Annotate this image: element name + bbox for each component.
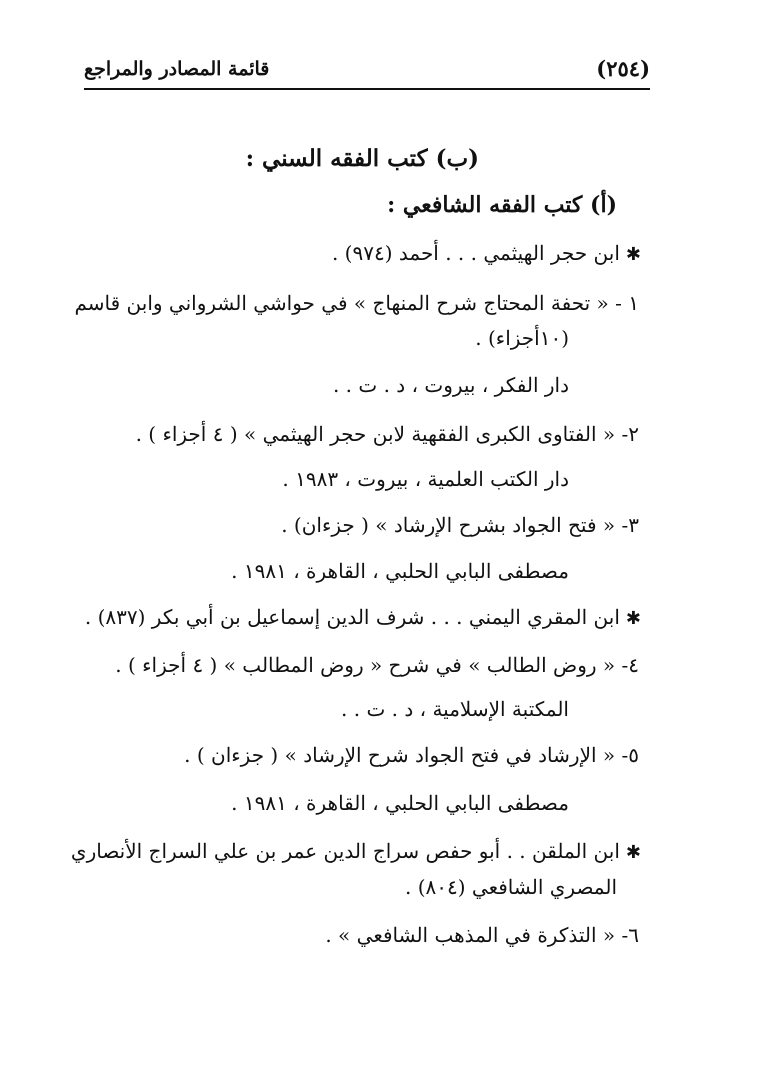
running-title: قائمة المصادر والمراجع — [84, 58, 270, 80]
book-entry-6: ٦- « التذكرة في المذهب الشافعي » . — [325, 923, 639, 947]
book-entry-5: ٥- « الإرشاد في فتح الجواد شرح الإرشاد » ( جزءان ) . — [184, 743, 639, 767]
sub-heading: (أ) كتب الفقه الشافعي : — [387, 192, 617, 218]
author-entry-2 — [85, 602, 641, 634]
bullet-icon: ✱ — [625, 842, 641, 863]
author-text: ابن الملقن . . أبو حفص سراج الدين عمر بن علي السراج الأنصاري — [70, 839, 620, 863]
bullet-icon: ✱ — [625, 608, 641, 629]
publisher-4: المكتبة الإسلامية ، د . ت . . — [341, 697, 569, 721]
bullet-icon: ✱ — [625, 244, 641, 265]
book-entry-3: ٣- « فتح الجواد بشرح الإرشاد » ( جزءان) . — [281, 513, 639, 537]
publisher-3: مصطفى البابي الحلبي ، القاهرة ، ١٩٨١ . — [231, 559, 569, 583]
author-entry-3-line-2: المصري الشافعي (٨٠٤) . — [405, 875, 617, 899]
page-number: (٢٥٤) — [596, 56, 650, 81]
page-header — [84, 52, 650, 90]
section-heading: (ب) كتب الفقه السني : — [245, 145, 479, 172]
book-entry-4: ٤- « روض الطالب » في شرح « روض المطالب » ( ٤ أجزاء ) . — [115, 653, 639, 677]
publisher-5: مصطفى البابي الحلبي ، القاهرة ، ١٩٨١ . — [231, 791, 569, 815]
author-text: ابن المقري اليمني . . . شرف الدين إسماعيل بن أبي بكر (٨٣٧) . — [84, 605, 620, 629]
book-entry-1-line-2: (١٠أجزاء) . — [475, 326, 569, 350]
book-entry-2: ٢- « الفتاوى الكبرى الفقهية لابن حجر الهيثمي » ( ٤ أجزاء ) . — [135, 422, 639, 446]
publisher-1: دار الفكر ، بيروت ، د . ت . . — [332, 373, 569, 397]
author-entry-3-line-1 — [70, 836, 641, 868]
publisher-2: دار الكتب العلمية ، بيروت ، ١٩٨٣ . — [282, 467, 569, 491]
author-entry-1 — [332, 238, 641, 270]
author-text: ابن حجر الهيثمي . . . أحمد (٩٧٤) . — [331, 241, 620, 265]
book-entry-1-line-1: ١ - « تحفة المحتاج شرح المنهاج » في حواشي الشرواني وابن قاسم — [74, 291, 639, 315]
